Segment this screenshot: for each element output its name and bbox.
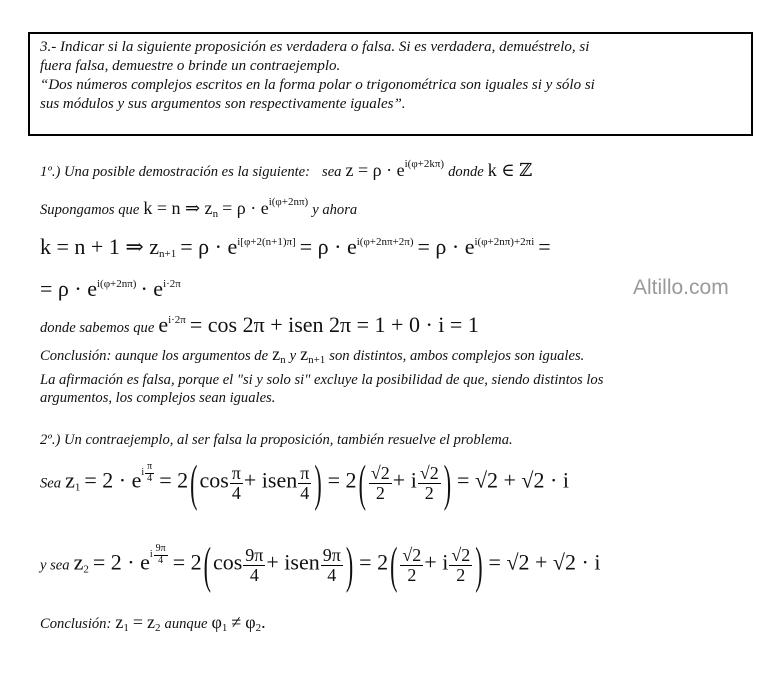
k-in-integers: k ∈ ℤ (487, 160, 533, 180)
solution2-conclusion: Conclusión: $z_1 = z_2$ aunque $\varphi_1 \ne \varphi_2$. (40, 612, 266, 634)
euler-identity: = cos 2π + isen 2π = 1 + 0 · i = 1 (189, 312, 479, 337)
solution2-intro: 2º.) Un contraejemplo, al ser falsa la proposición, también resuelve el problema. (40, 432, 513, 448)
solution2-z2-line: y sea $z_2 = 2 \cdot e^{i \frac{9\pi}{4}}$ = 2(cos $\frac{9\pi}{4}$ + isen $\frac{9\pi}{4}$ ) = 2( $\frac{√2}{2}$ + i $\frac{√2}{2}$ ) = √2 + √2 · i (40, 535, 601, 594)
z2-result: = √2 + √2 · i (488, 549, 601, 575)
problem-line-1: 3.- Indicar si la siguiente proposición es verdadera o falsa. Si es verdadera, demuéstrelo, si (40, 39, 590, 55)
solution2-z1-line: Sea $z_1 = 2 \cdot e^{i \frac{\pi}{4}}$ = 2(cos $\frac{\pi}{4}$ + isen $\frac{\pi}{4}$ ) = 2( $\frac{√2}{2}$ + i $\frac{√2}{2}$ ) = √2 + √2 · i (40, 453, 569, 512)
problem-line-4: sus módulos y sus argumentos son respectivamente iguales”. (40, 96, 406, 112)
solution1-line2: Supongamos que k = n ⇒ $z_n = \rho \cdot e^{i(\varphi+2n\pi)}$ y ahora (40, 196, 358, 220)
solution1-line1: 1º.) Una posible demostración es la siguiente: sea $z = \rho \cdot e^{i(\varphi+2k\pi)}$ donde k ∈ ℤ (40, 158, 533, 180)
z-definition: z = ρ · e (345, 160, 405, 180)
z1-result: = √2 + √2 · i (457, 467, 569, 493)
solution1-line5: donde sabemos que $e^{i\cdot 2\pi} = \cos 2\pi$ + isen 2π = 1 + 0 · i = 1 (40, 312, 479, 337)
solution1-false-line2: argumentos, los complejos sean iguales. (40, 390, 276, 406)
solution1-line4: = $\rho \cdot e^{i(\varphi+2n\pi)} \cdot e^{i\cdot 2\pi}$ (40, 276, 181, 301)
problem-line-2: fuera falsa, demuestre o brinde un contraejemplo. (40, 58, 341, 74)
problem-line-3: “Dos números complejos escritos en la forma polar o trigonométrica son iguales si y sólo si (40, 77, 595, 93)
altillo-watermark: Altillo.com (633, 276, 729, 299)
problem-statement-box (28, 32, 753, 136)
solution1-false-line1: La afirmación es falsa, porque el "si y solo si" excluye la posibilidad de que, siendo distintos los (40, 372, 604, 388)
solution1-line3: k = n + 1 ⇒ $z_{n+1} = \rho \cdot e^{i[\varphi+2(n+1)\pi]} = \rho \cdot e^{i(\varphi+2n\pi+2\pi)} = \rho \cdot e^{i(\varphi+2n\pi)+2\pi i}$ = (40, 234, 551, 260)
solution1-conclusion: Conclusión: aunque los argumentos de $z_n$ y $z_{n+1}$ son distintos, ambos complejos son iguales. (40, 344, 585, 366)
solution1-intro: 1º.) Una posible demostración es la siguiente: (40, 164, 311, 180)
